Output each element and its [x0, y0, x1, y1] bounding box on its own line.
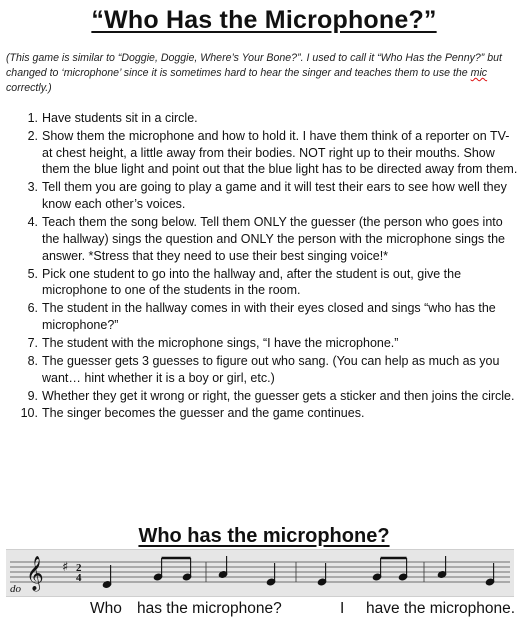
- sharp-icon: ♯: [62, 560, 69, 575]
- list-item: [18, 110, 518, 127]
- note-ro: [485, 563, 494, 586]
- list-item-text: Show them the microphone and how to hold it. I have them think of a reporter on TV- at chest height, a little away from their bodies. NOT right up to their mouths. Show them the blue light and point out that the blue light has to be directed away from them.: [42, 128, 518, 177]
- list-item-number: 8.: [27, 353, 38, 368]
- music-staff-svg: [6, 550, 514, 596]
- note-has: [153, 558, 162, 581]
- list-item: [18, 335, 518, 352]
- list-item-number: 9.: [27, 388, 38, 403]
- note-the: [182, 558, 191, 581]
- list-item-text: Pick one student to go into the hallway and, after the student is out, give the microphone to one of the students in the room.: [42, 266, 462, 298]
- list-item-text: Tell them you are going to play a game and it will test their ears to see how well they know each other’s voices.: [42, 180, 507, 212]
- lyric-word: have the microphone.: [366, 600, 516, 617]
- list-item-number: 3.: [27, 180, 38, 195]
- list-item-text: The student with the microphone sings, “I have the microphone.”: [42, 335, 399, 350]
- time-signature-top: 2: [76, 562, 82, 574]
- lyric-word: Who: [90, 600, 122, 617]
- list-item-text: The guesser gets 3 guesses to figure out who sang. (You can help as much as you want… hint whether it is a boy or girl, etc.): [42, 353, 500, 385]
- song-title: Who has the microphone?: [138, 525, 390, 547]
- list-item-text: Whether they get it wrong or right, the guesser gets a sticker and then joins the circle.: [42, 388, 515, 403]
- intro-text-after: correctly.): [6, 82, 52, 94]
- list-item-text: Have students sit in a circle.: [42, 111, 198, 125]
- intro-text-before: (This game is similar to “Doggie, Doggie, Where’s Your Bone?”. I used to call it “Who Has the Penny?” but changed to ‘microphone’ since it is sometimes hard to hear the singer and teaches them to use the: [6, 52, 502, 79]
- list-item-text: Teach them the song below. Tell them ONLY the guesser (the person who goes into the hallway) sings the question and ONLY the person with the microphone sings the answer. *Stress that they need to use their best singing voice!*: [42, 215, 506, 263]
- time-signature-bottom: 4: [76, 572, 82, 584]
- list-item-number: 5.: [27, 266, 38, 281]
- note-i: [372, 558, 381, 581]
- list-item-number: 7.: [27, 335, 38, 350]
- list-item-text: The student in the hallway comes in with their eyes closed and sings “who has the microphone?”: [42, 301, 496, 333]
- do-label: do: [10, 583, 21, 595]
- list-item-number: 4.: [27, 215, 38, 230]
- list-item: [18, 179, 518, 213]
- list-item-number: 10.: [20, 406, 38, 421]
- list-item: [18, 266, 518, 300]
- lyric-word: has the microphone?: [137, 600, 282, 617]
- lyric-word: I: [340, 600, 345, 617]
- music-staff-image: [6, 549, 514, 597]
- instruction-list: [18, 110, 518, 423]
- note-cro: [266, 563, 275, 586]
- list-item: [18, 405, 518, 422]
- treble-clef-icon: 𝄞: [26, 556, 44, 591]
- list-item: [18, 388, 518, 405]
- list-item: [18, 300, 518, 334]
- list-item-number: 2.: [27, 128, 38, 143]
- list-item-number: 6.: [27, 301, 38, 316]
- list-item-text: The singer becomes the guesser and the game continues.: [42, 406, 365, 421]
- list-item: [18, 353, 518, 387]
- note-phone: [317, 563, 326, 586]
- note-have: [398, 558, 407, 581]
- staff-lines: [10, 562, 510, 582]
- page-title: “Who Has the Microphone?”: [91, 6, 437, 34]
- misspelled-word: mic: [470, 67, 488, 79]
- intro-note: [6, 51, 518, 96]
- list-item: [18, 128, 518, 178]
- list-item: [18, 214, 518, 264]
- list-item-number: 1.: [27, 111, 38, 125]
